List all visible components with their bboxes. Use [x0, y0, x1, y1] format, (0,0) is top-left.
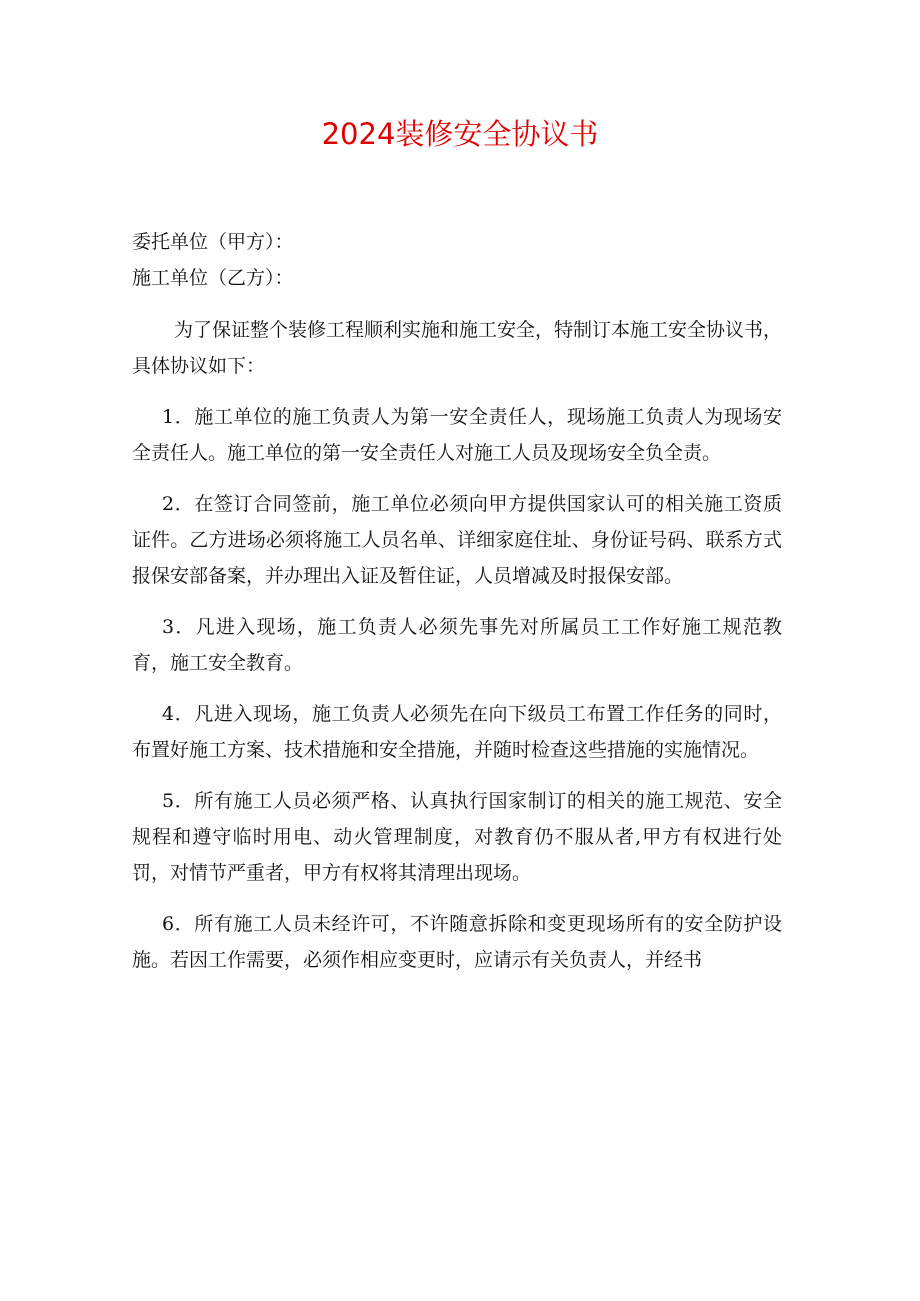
clause-6: 6．所有施工人员未经许可，不许随意拆除和变更现场所有的安全防护设施。若因工作需要，必须作相应变更时，应请示有关负责人，并经书 — [132, 913, 782, 971]
document-title: 2024装修安全协议书 — [321, 117, 599, 151]
clause-5: 5．所有施工人员必须严格、认真执行国家制订的相关的施工规范、安全规程和遵守临时用电、动火管理制度，对教育仍不服从者,甲方有权进行处罚，对情节严重者，甲方有权将其清理出现场。 — [132, 790, 782, 884]
party-a-line: 委托单位（甲方）： — [132, 231, 294, 253]
clause-1: 1．施工单位的施工负责人为第一安全责任人，现场施工负责人为现场安全责任人。施工单位的第一安全责任人对施工人员及现场安全负全责。 — [132, 406, 782, 464]
document-body — [132, 224, 782, 993]
clause-2: 2．在签订合同签前，施工单位必须向甲方提供国家认可的相关施工资质证件。乙方进场必须将施工人员名单、详细家庭住址、身份证号码、联系方式报保安部备案，并办理出入证及暂住证，人员增减及时报保安部。 — [132, 493, 782, 587]
clause-4: 4．凡进入现场，施工负责人必须先在向下级员工布置工作任务的同时，布置好施工方案、技术措施和安全措施，并随时检查这些措施的实施情况。 — [132, 703, 782, 761]
clause-3: 3．凡进入现场，施工负责人必须先事先对所属员工工作好施工规范教育，施工安全教育。 — [132, 616, 782, 674]
intro-paragraph: 为了保证整个装修工程顺利实施和施工安全，特制订本施工安全协议书，具体协议如下： — [132, 319, 783, 377]
party-b-line: 施工单位（乙方）： — [132, 267, 294, 289]
